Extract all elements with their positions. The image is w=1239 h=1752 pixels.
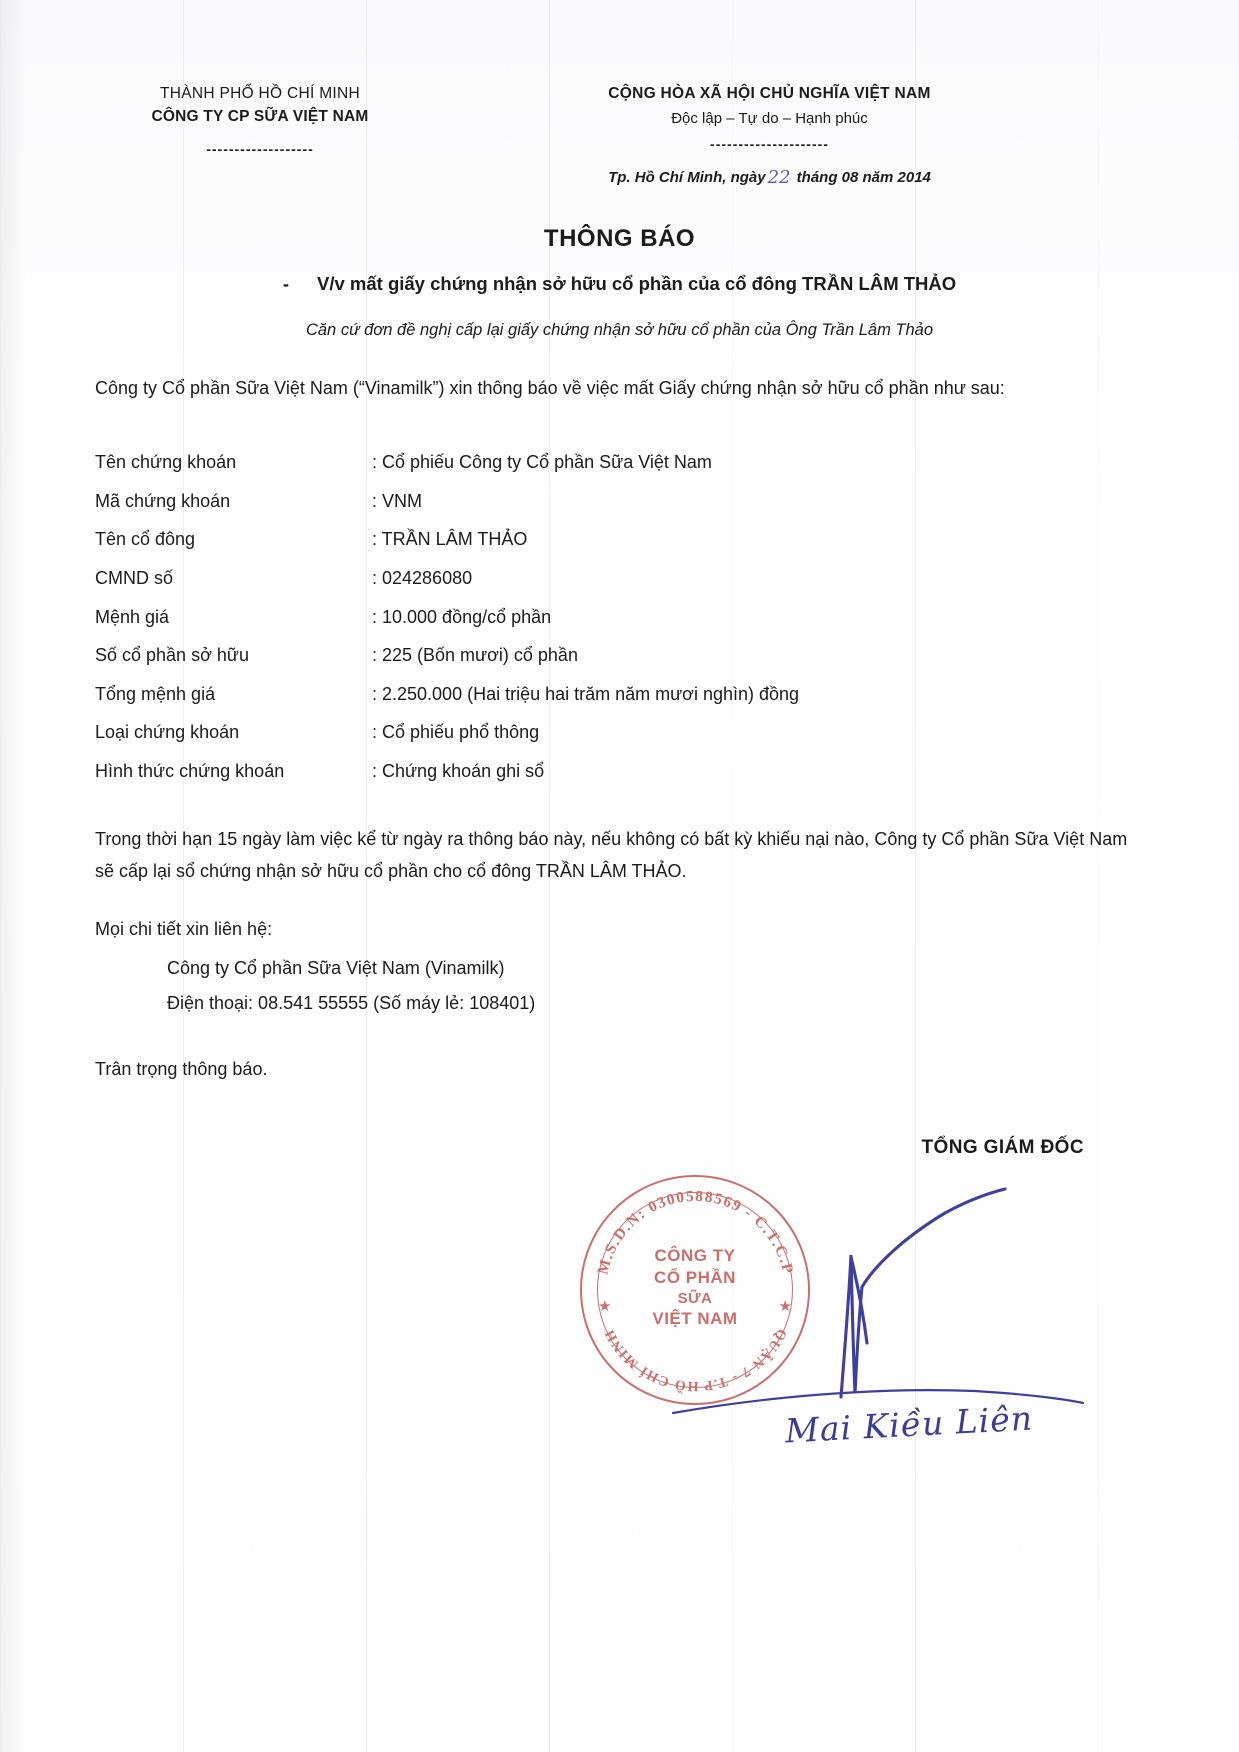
seal-center-line-3: SỮA: [677, 1289, 713, 1307]
seal-star-right-icon: ★: [778, 1298, 792, 1316]
detail-key: Số cổ phần sở hữu: [95, 645, 249, 666]
detail-key: Mệnh giá: [95, 606, 170, 627]
signature-name: Mai Kiều Liên: [784, 1398, 1034, 1451]
seal-center-line-1: CÔNG TY: [654, 1246, 736, 1266]
seal-arc-bottom-text: QUẬN 7 - T.P HỒ CHÍ MINH: [601, 1326, 789, 1394]
seal-center-line-4: VIỆT NAM: [652, 1309, 738, 1329]
svg-text:QUẬN 7 - T.P HỒ CHÍ MINH: [602, 1326, 789, 1395]
issuer-divider: -------------------: [206, 140, 314, 157]
issuer-company: CÔNG TY CP SỮA VIỆT NAM: [151, 108, 369, 126]
subtitle-bullet: -: [282, 272, 289, 294]
intro-paragraph: Công ty Cổ phần Sữa Việt Nam (“Vinamilk”) xin thông báo về việc mất Giấy chứng nhận sở hữu cổ phần như sau:: [95, 377, 1005, 398]
detail-value: : 2.250.000 (Hai triệu hai trăm năm mươi nghìn) đồng: [372, 683, 800, 704]
detail-value: : 225 (Bốn mươi) cổ phần: [372, 645, 578, 666]
legal-basis: Căn cứ đơn đề nghị cấp lại giấy chứng nhận sở hữu cổ phần của Ông Trần Lâm Thảo: [305, 320, 934, 339]
signature-area: [95, 1137, 1144, 1497]
detail-key: Hình thức chứng khoán: [95, 761, 285, 782]
securities-details-table: [95, 444, 1144, 791]
date-prefix: Tp. Hồ Chí Minh, ngày: [608, 168, 766, 186]
detail-value: : 10.000 đồng/cổ phần: [372, 606, 552, 627]
company-seal: [580, 1175, 810, 1405]
detail-value: : VNM: [372, 490, 423, 511]
table-row: [95, 753, 1144, 792]
detail-value: : Cổ phiếu phổ thông: [372, 722, 540, 743]
date-day-handwritten: 22: [767, 166, 791, 188]
detail-value: : TRẦN LÂM THẢO: [372, 529, 528, 550]
national-title: CỘNG HÒA XÃ HỘI CHỦ NGHĨA VIỆT NAM: [608, 85, 931, 102]
subtitle-row: [95, 273, 1144, 295]
table-row: [95, 521, 1144, 560]
detail-key: Mã chứng khoán: [95, 490, 231, 511]
national-motto: Độc lập – Tự do – Hạnh phúc: [671, 110, 868, 128]
page-title: THÔNG BÁO: [543, 224, 696, 252]
table-row: [95, 714, 1144, 753]
national-header: [425, 82, 1144, 187]
issuer-city: THÀNH PHỐ HỒ CHÍ MINH: [159, 85, 361, 102]
closing-paragraph: Trân trọng thông báo.: [95, 1059, 268, 1080]
national-divider: ---------------------: [710, 135, 829, 152]
table-row: [95, 482, 1144, 521]
table-row: [95, 598, 1144, 637]
detail-key: Tổng mệnh giá: [95, 683, 216, 704]
detail-key: Tên cổ đông: [95, 529, 196, 550]
detail-key: CMND số: [95, 568, 174, 589]
seal-arc-top-text: M.S.D.N: 0300588569 - C.T.C.P: [593, 1187, 797, 1277]
detail-key: Tên chứng khoán: [95, 452, 237, 473]
table-row: [95, 637, 1144, 676]
subtitle-text: V/v mất giấy chứng nhận sở hữu cổ phần của cổ đông TRẦN LÂM THẢO: [317, 272, 957, 294]
notice-paragraph: Trong thời hạn 15 ngày làm việc kể từ ngày ra thông báo này, nếu không có bất kỳ khiếu nại nào, Công ty Cổ phần Sữa Việt Nam sẽ cấp lại sổ chứng nhận sở hữu cổ phần cho cổ đông TRẦN LÂM THẢO.: [95, 829, 1128, 882]
seal-star-left-icon: ★: [598, 1298, 612, 1316]
detail-value: : 024286080: [372, 568, 473, 589]
table-row: [95, 444, 1144, 483]
issuer-header: [95, 82, 425, 157]
contact-heading: Mọi chi tiết xin liên hệ:: [95, 919, 273, 940]
seal-center-text: [582, 1245, 808, 1329]
table-row: [95, 560, 1144, 599]
document-header: [95, 0, 1144, 187]
detail-key: Loại chứng khoán: [95, 722, 240, 743]
contact-phone: Điện thoại: 08.541 55555 (Số máy lẻ: 108401): [167, 993, 536, 1014]
detail-value: : Cổ phiếu Công ty Cổ phần Sữa Việt Nam: [372, 452, 712, 473]
date-month-year: tháng 08 năm 2014: [796, 168, 931, 186]
contact-block: [95, 951, 1144, 1021]
detail-value: : Chứng khoán ghi sổ: [372, 761, 545, 782]
table-row: [95, 675, 1144, 714]
seal-center-line-2: CỔ PHẦN: [654, 1268, 736, 1288]
signatory-title: TỔNG GIÁM ĐỐC: [921, 1137, 1084, 1159]
contact-company: Công ty Cổ phần Sữa Việt Nam (Vinamilk): [167, 958, 505, 979]
date-line: [425, 166, 1114, 187]
